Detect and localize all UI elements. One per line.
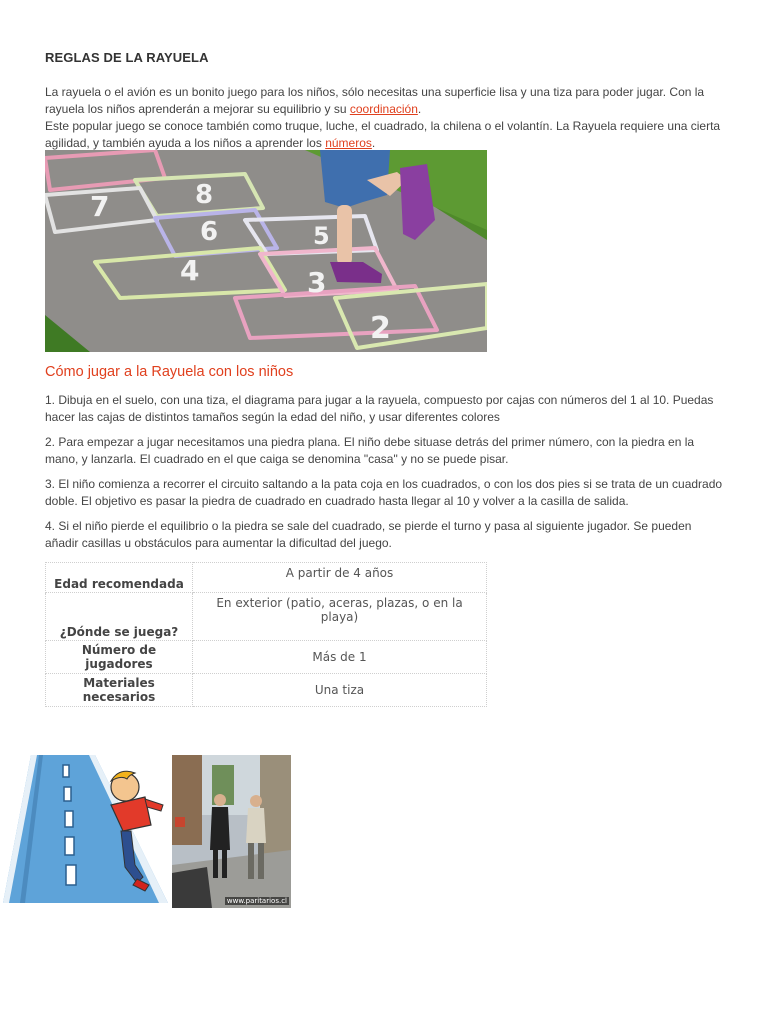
step-4: 4. Si el niño pierde el equilibrio o la piedra se sale del cuadrado, se pierde el turno y pasa al siguiente jugador. Se pueden añadir casillas u obstáculos para aumentar la dificultad del juego.: [45, 519, 692, 550]
table-label: ¿Dónde se juega?: [46, 593, 193, 641]
svg-text:3: 3: [307, 266, 327, 299]
cartoon-road-image: [3, 755, 170, 905]
table-label: Número de jugadores: [46, 641, 193, 674]
section-heading: Cómo jugar a la Rayuela con los niños: [45, 364, 294, 380]
table-value: En exterior (patio, aceras, plazas, o en la playa): [193, 593, 487, 641]
street-photo: [172, 755, 291, 908]
table-row: [46, 674, 487, 707]
table-value: Más de 1: [193, 641, 487, 674]
cartoon-child-crossing-illustration: [3, 755, 170, 905]
svg-text:8: 8: [195, 180, 214, 210]
intro-paragraph-2: Este popular juego se conoce también como truque, luche, el cuadrado, la chilena o el volantín. La Rayuela requiere una cierta agilidad, y también ayuda a los niños a aprender los números.: [45, 119, 721, 150]
watermark: www.paritarios.cl: [226, 897, 287, 905]
hopscotch-photo: [45, 150, 487, 352]
coordinacion-link[interactable]: coordinación: [349, 102, 418, 116]
table-row: [46, 641, 487, 674]
people-walking-illustration: [172, 755, 291, 908]
svg-text:6: 6: [200, 217, 219, 247]
step-2: 2. Para empezar a jugar necesitamos una piedra plana. El niño debe situase detrás del primer número, con la piedra en la mano, y lanzarla. El cuadrado en el que caiga se denomina "casa" y no se puede pisar.: [45, 435, 695, 466]
hopscotch-illustration: [45, 150, 487, 352]
step-1: 1. Dibuja en el suelo, con una tiza, el diagrama para jugar a la rayuela, compuesto por cajas con números del 1 al 10. Puedas hacer las cajas de distintos tamaños según la edad del niño, y usar diferentes colores: [45, 393, 714, 424]
intro-paragraph-1: La rayuela o el avión es un bonito juego para los niños, sólo necesitas una superficie lisa y una tiza para poder jugar. Con la rayuela los niños aprenderán a mejorar su equilibrio y su coordinación.: [45, 85, 705, 116]
svg-text:2: 2: [370, 311, 391, 346]
table-row: [46, 593, 487, 641]
svg-text:7: 7: [90, 190, 110, 223]
svg-text:5: 5: [313, 222, 330, 250]
table-value: A partir de 4 años: [193, 563, 487, 593]
intro-text: [45, 84, 725, 152]
table-row: [46, 563, 487, 593]
table-label: Edad recomendada: [46, 563, 193, 593]
game-info-table: [45, 562, 487, 707]
numeros-link[interactable]: números: [325, 136, 372, 150]
steps-list: [45, 392, 725, 560]
svg-text:4: 4: [180, 254, 200, 287]
page-title: REGLAS DE LA RAYUELA: [45, 50, 209, 65]
table-label: Materiales necesarios: [46, 674, 193, 707]
step-3: 3. El niño comienza a recorrer el circuito saltando a la pata coja en los cuadrados, o con los dos pies si se trata de un cuadrado doble. El objetivo es pasar la piedra de cuadrado en cuadrado hasta llegar al 10 y volver a la casilla de salida.: [45, 477, 723, 508]
table-value: Una tiza: [193, 674, 487, 707]
